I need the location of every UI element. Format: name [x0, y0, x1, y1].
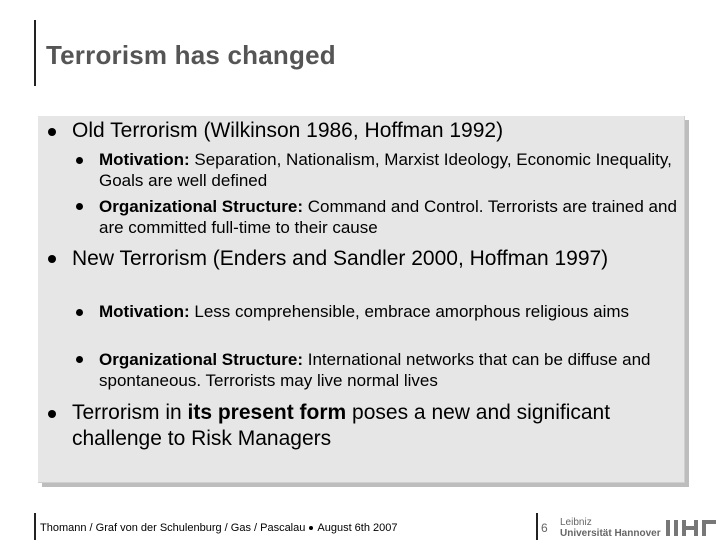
footer-citation — [40, 522, 398, 534]
footer-authors: Thomann / Graf von der Schulenburg / Gas / Pascalau — [40, 522, 306, 534]
page-number-bar — [536, 513, 538, 540]
sub-bullet-old-motivation: Motivation: Separation, Nationalism, Marxist Ideology, Economic Inequality, Goals are well defined — [99, 150, 672, 190]
university-logo-icon — [666, 518, 720, 538]
sub-bullet-new-motivation: Motivation: Less comprehensible, embrace amorphous religious aims — [99, 302, 630, 321]
bullet-icon — [48, 128, 56, 136]
page-number: 6 — [541, 521, 548, 535]
footer-accent-bar — [34, 513, 36, 540]
footer-date: August 6th 2007 — [317, 522, 398, 534]
bullet-old-terrorism: Old Terrorism (Wilkinson 1986, Hoffman 1992) — [72, 119, 504, 142]
title-accent-bar — [34, 20, 36, 86]
bullet-icon — [76, 157, 83, 164]
bullet-new-terrorism: New Terrorism (Enders and Sandler 2000, Hoffman 1997) — [72, 247, 609, 270]
slide-title: Terrorism has changed — [46, 40, 336, 70]
bullet-icon — [76, 309, 83, 316]
sub-bullet-new-structure: Organizational Structure: International networks that can be diffuse and spontaneous. Terrorists may live normal lives — [99, 350, 651, 390]
bullet-present-form: Terrorism in its present form poses a new and significant challenge to Risk Managers — [72, 401, 611, 450]
bullet-icon — [48, 255, 56, 263]
bullet-icon — [76, 203, 83, 210]
separator-dot-icon — [309, 526, 313, 530]
university-logo-text: Leibniz Universität Hannover — [560, 517, 661, 539]
bullet-icon — [48, 410, 56, 418]
bullet-icon — [76, 356, 83, 363]
sub-bullet-old-structure: Organizational Structure: Command and Control. Terrorists are trained and are committed full-time to their cause — [99, 197, 677, 237]
